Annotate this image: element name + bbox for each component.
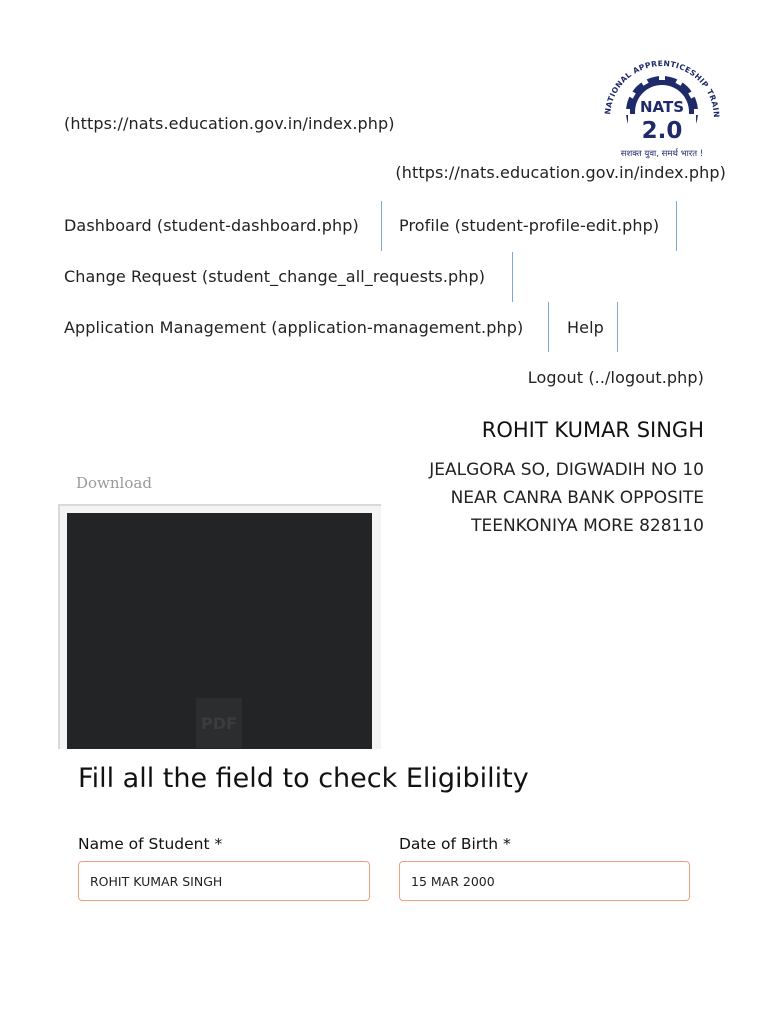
pdf-icon: PDF	[196, 698, 242, 748]
logo-tagline: सशक्त युवा, समर्थ भारत !	[620, 149, 704, 159]
address-line-2: NEAR CANRA BANK OPPOSITE	[450, 488, 704, 508]
nav-item-help[interactable]: Help	[567, 318, 604, 337]
nav-separator	[381, 201, 382, 251]
logo-home-link[interactable]: (https://nats.education.gov.in/index.php)	[395, 163, 726, 182]
nats-logo[interactable]	[596, 52, 728, 162]
student-name: ROHIT KUMAR SINGH	[481, 418, 704, 442]
address-line-3: TEENKONIYA MORE 828110	[471, 516, 704, 536]
home-link[interactable]: (https://nats.education.gov.in/index.php)	[64, 114, 395, 133]
address-line-1: JEALGORA SO, DIGWADIH NO 10	[429, 460, 704, 480]
nav-item-dashboard[interactable]: Dashboard (student-dashboard.php)	[64, 216, 359, 235]
student-name-label: Name of Student *	[78, 835, 223, 853]
nav-item-logout[interactable]: Logout (../logout.php)	[527, 368, 704, 387]
nav-separator	[617, 302, 618, 352]
nav-separator	[512, 252, 513, 302]
nav-item-profile[interactable]: Profile (student-profile-edit.php)	[399, 216, 660, 235]
nav-separator	[548, 302, 549, 352]
student-name-input[interactable]	[78, 861, 370, 901]
logo-version: 2.0	[641, 118, 683, 144]
form-title: Fill all the field to check Eligibility	[78, 763, 529, 794]
nav-separator	[676, 201, 677, 251]
nav-item-application-management[interactable]: Application Management (application-management.php)	[64, 318, 524, 337]
nats-logo-icon	[596, 52, 728, 162]
nav-item-change-request[interactable]: Change Request (student_change_all_requests.php)	[64, 267, 486, 286]
date-of-birth-input[interactable]	[399, 861, 690, 901]
date-of-birth-label: Date of Birth *	[399, 835, 511, 853]
download-link[interactable]: Download	[76, 474, 152, 492]
logo-arc-text: NATIONAL APPRENTICESHIP TRAIN	[603, 58, 722, 119]
logo-title: NATS	[639, 98, 685, 116]
